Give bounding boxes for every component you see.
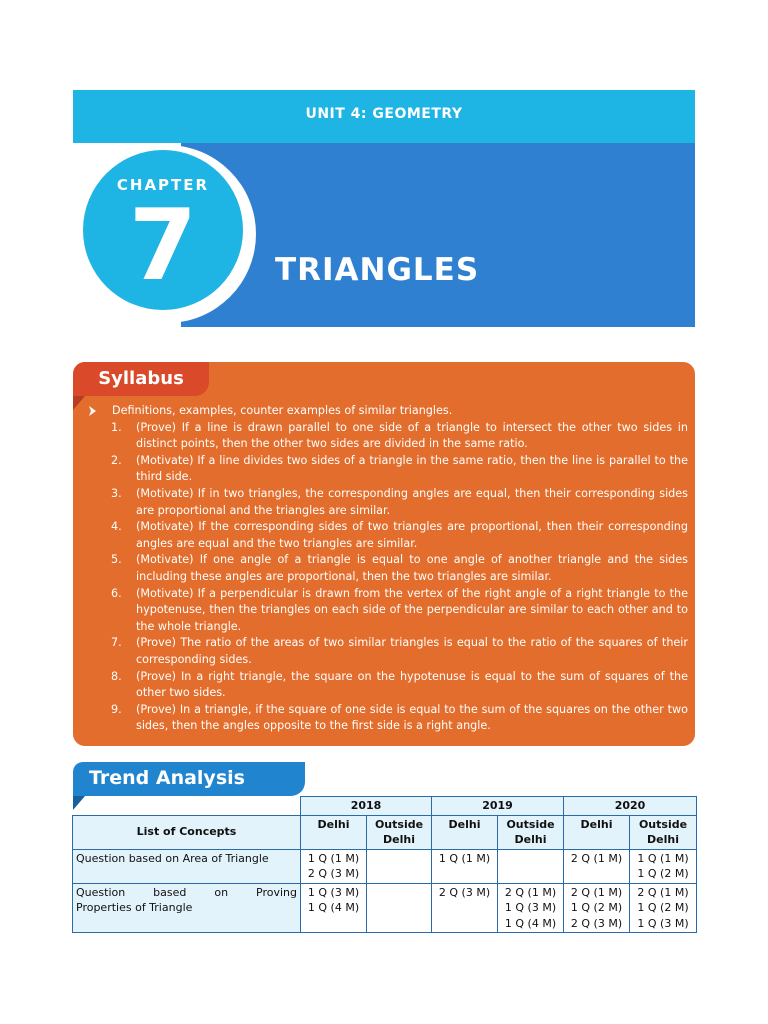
region-header: Delhi [564, 815, 630, 849]
table-cell: 2 Q (1 M) [564, 849, 630, 883]
region-header: Delhi [432, 815, 498, 849]
table-cell: 1 Q (1 M) 1 Q (2 M) [630, 849, 697, 883]
table-cell: 2 Q (1 M) 1 Q (2 M) 2 Q (3 M) [564, 883, 630, 933]
table-cell: 2 Q (1 M) 1 Q (3 M) 1 Q (4 M) [498, 883, 564, 933]
concept-cell: Question based on Proving Properties of Triangle [73, 883, 301, 933]
syllabus-item: 3. (Motivate) If in two triangles, the corresponding angles are equal, then their corresponding sides are proportional and the triangles are similar. [111, 486, 688, 517]
syllabus-list [88, 420, 688, 735]
table-cell: 2 Q (1 M) 1 Q (2 M) 1 Q (3 M) [630, 883, 697, 933]
table-cell: 1 Q (1 M) [432, 849, 498, 883]
region-header: Outside Delhi [630, 815, 697, 849]
syllabus-item: 5. (Motivate) If one angle of a triangle is equal to one angle of another triangle and the sides including these angles are proportional, then the two triangles are similar. [111, 553, 688, 583]
syllabus-item: 9. (Prove) In a triangle, if the square of one side is equal to the sum of the squares on the other two sides, then the angles opposite to the first side is a right angle. [111, 702, 688, 733]
syllabus-item: 1. (Prove) If a line is drawn parallel to one side of a triangle to intersect the other two sides in distinct points, then the other two sides are divided in the same ratio. [111, 420, 688, 451]
syllabus-item: 6. (Motivate) If a perpendicular is drawn from the vertex of the right angle of a right triangle to the hypotenuse, then the triangles on each side of the perpendicular are similar to each other and to the whole triangle. [111, 586, 688, 633]
table-cell [367, 883, 432, 933]
region-header: Delhi [301, 815, 367, 849]
syllabus-item: 2. (Motivate) If a line divides two sides of a triangle in the same ratio, then the line is parallel to the third side. [111, 453, 688, 484]
syllabus-intro [88, 403, 688, 420]
concept-header: List of Concepts [73, 815, 301, 849]
region-header: Outside Delhi [498, 815, 564, 849]
table-cell: 1 Q (3 M) 1 Q (4 M) [301, 883, 367, 933]
unit-title: UNIT 4: GEOMETRY [305, 106, 463, 122]
year-header: 2020 [564, 797, 697, 816]
concept-cell: Question based on Area of Triangle [73, 849, 301, 883]
syllabus-content [88, 403, 688, 735]
table-cell [367, 849, 432, 883]
trend-heading: Trend Analysis [89, 767, 245, 789]
syllabus-heading: Syllabus [98, 368, 184, 389]
table-row [73, 797, 697, 816]
table-cell: 2 Q (3 M) [432, 883, 498, 933]
unit-banner [73, 90, 695, 143]
chapter-title: TRIANGLES [275, 252, 480, 288]
table-row [73, 883, 697, 933]
syllabus-item: 7. (Prove) The ratio of the areas of two similar triangles is equal to the ratio of the squares of their corresponding sides. [111, 636, 688, 666]
syllabus-item: 4. (Motivate) If the corresponding sides of two triangles are proportional, then their corresponding angles are equal and the two triangles are similar. [111, 520, 688, 550]
table-row [73, 849, 697, 883]
table-cell: 1 Q (1 M) 2 Q (3 M) [301, 849, 367, 883]
syllabus-intro-text: Definitions, examples, counter examples of similar triangles. [112, 404, 453, 417]
trend-table [72, 796, 697, 933]
year-header: 2018 [301, 797, 432, 816]
table-cell [498, 849, 564, 883]
syllabus-item: 8. (Prove) In a right triangle, the square on the hypotenuse is equal to the sum of squares of the other two sides. [111, 669, 688, 700]
region-header: Outside Delhi [367, 815, 432, 849]
table-row [73, 815, 697, 849]
chapter-word: CHAPTER [116, 176, 210, 194]
chapter-number: 7 [128, 189, 198, 303]
year-header: 2019 [432, 797, 564, 816]
